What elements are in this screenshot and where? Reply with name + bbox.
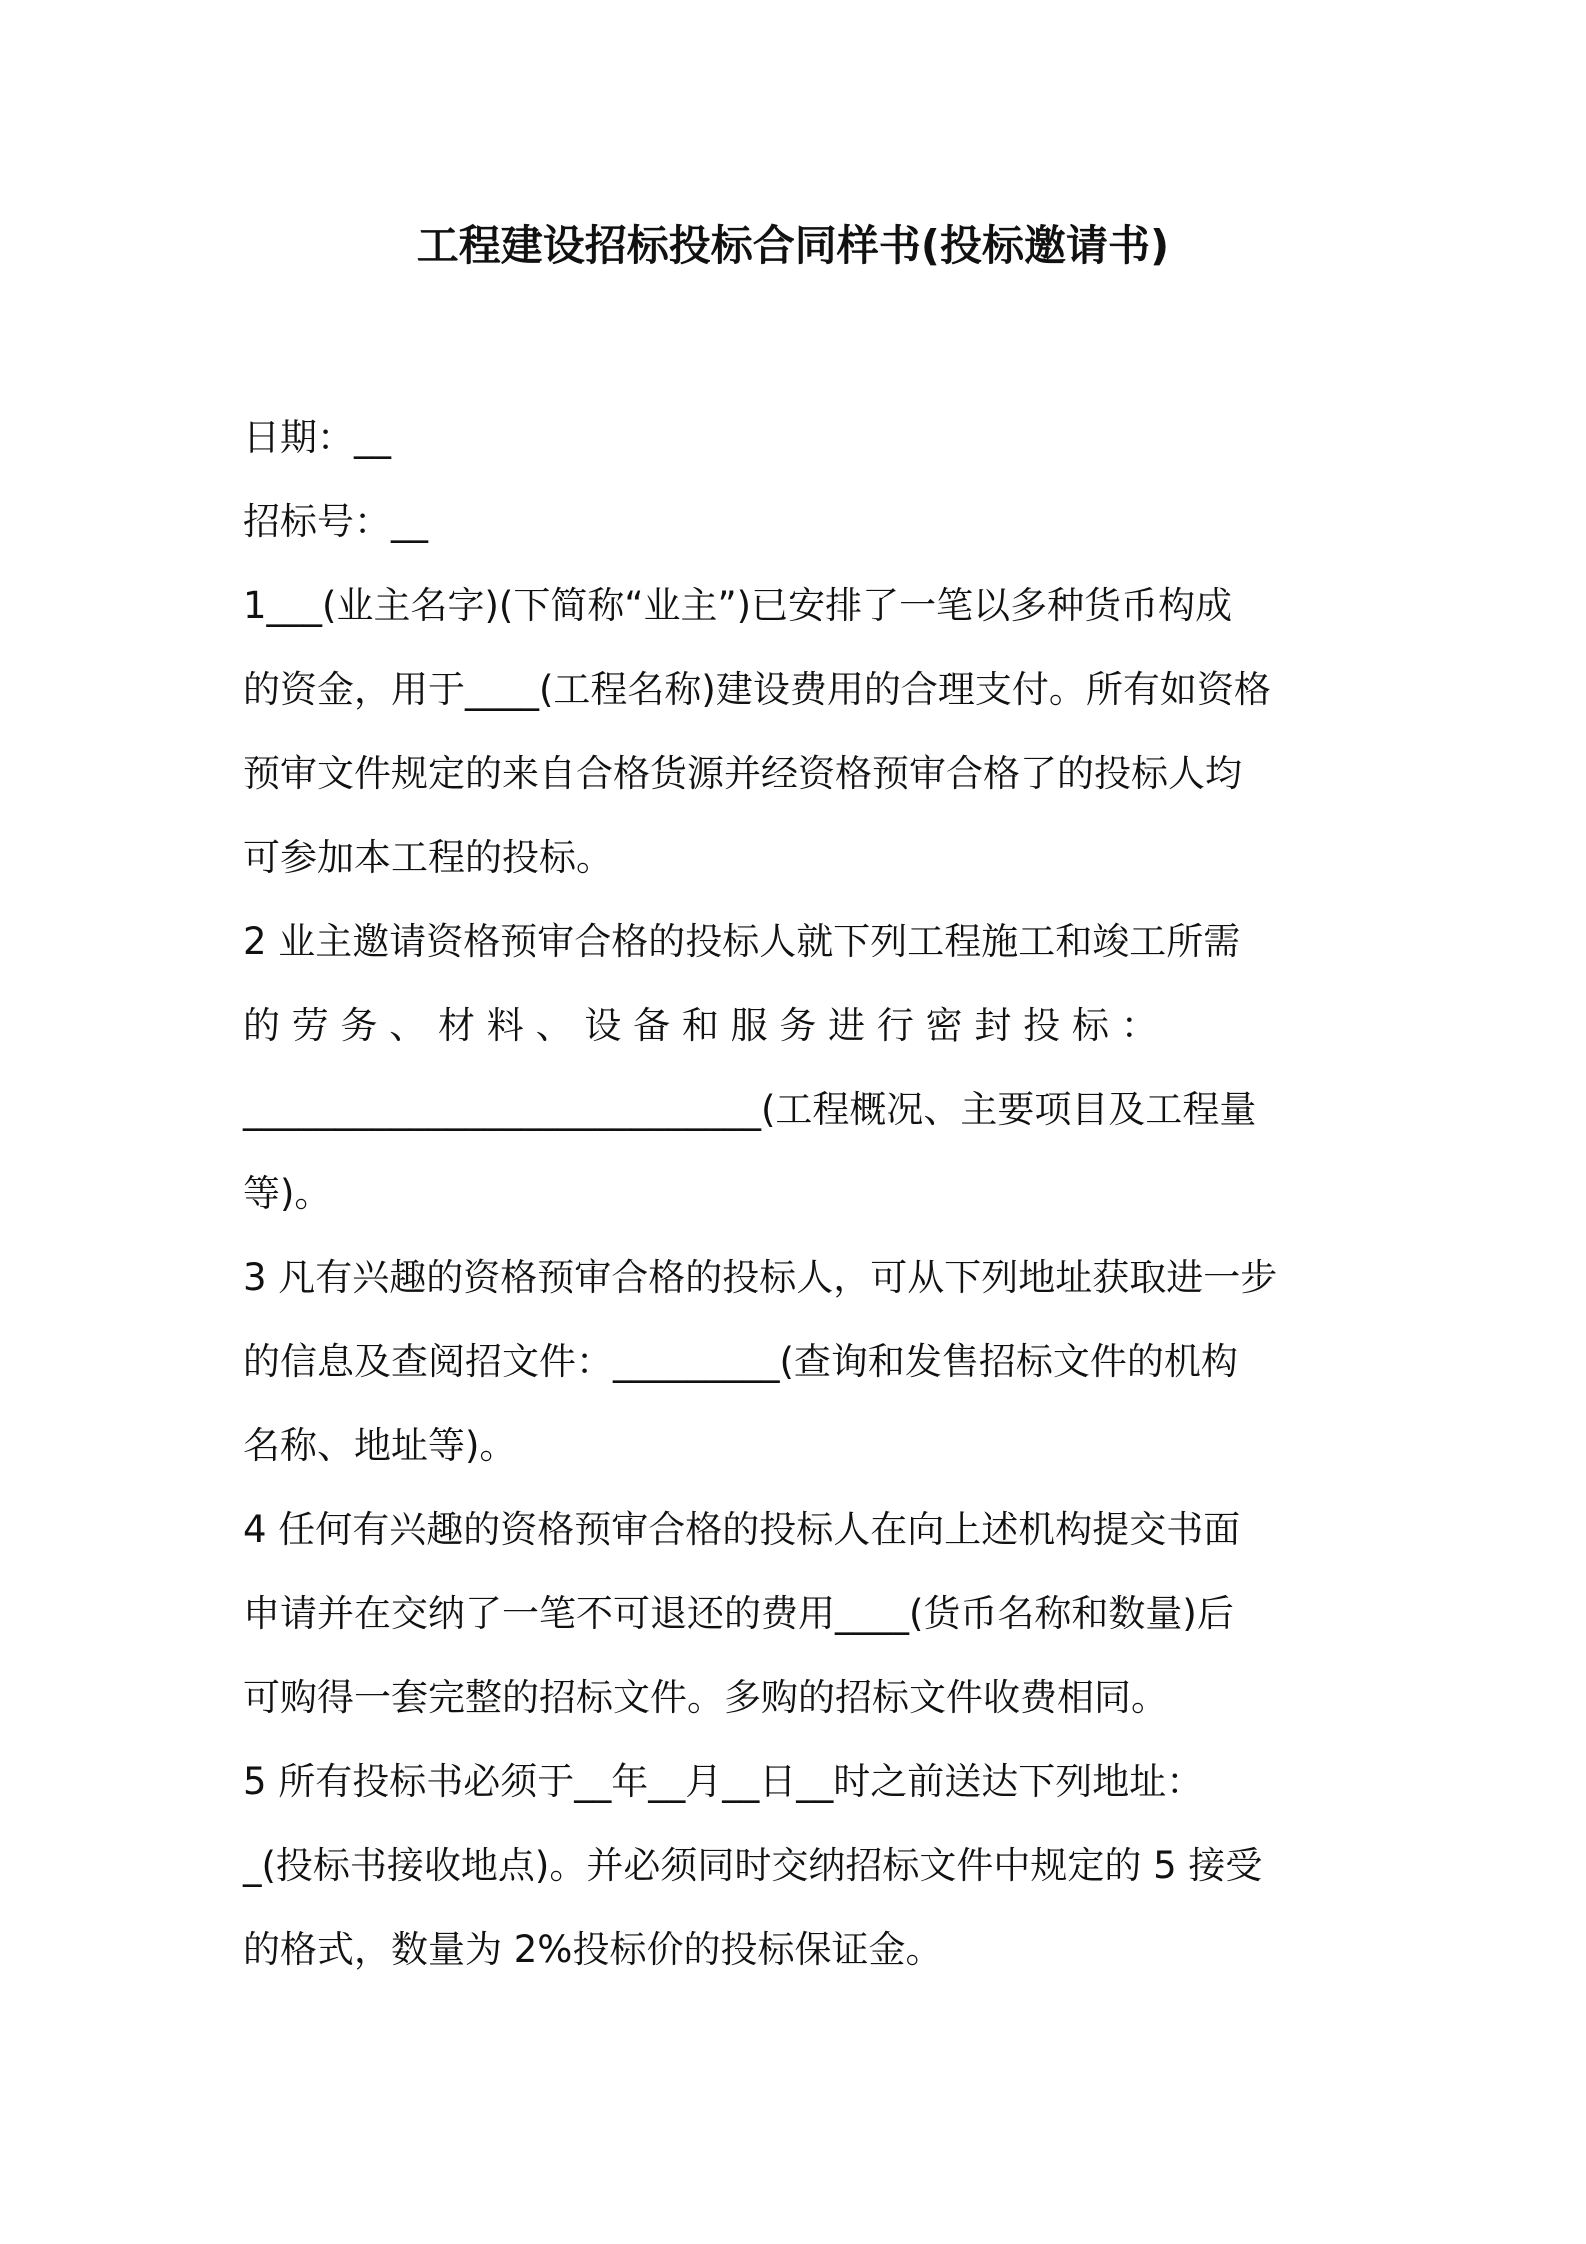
paragraph-line: 3 凡有兴趣的资格预审合格的投标人，可从下列地址获取进一步 <box>243 1256 1278 1299</box>
paragraph-5 <box>243 1740 1353 1992</box>
paragraph-4 <box>243 1488 1353 1740</box>
paragraph-line: 名称、地址等)。 <box>243 1424 517 1467</box>
document-title: 工程建设招标投标合同样书(投标邀请书) <box>416 221 1170 270</box>
paragraph-2 <box>243 900 1353 1236</box>
paragraph-line: 预审文件规定的来自合格货源并经资格预审合格了的投标人均 <box>243 752 1242 795</box>
paragraph-line: ____________________________(工程概况、主要项目及工程量 <box>243 1088 1257 1131</box>
paragraph-line: 申请并在交纳了一笔不可退还的费用____(货币名称和数量)后 <box>243 1592 1234 1635</box>
paragraph-line: 的信息及查阅招文件：_________(查询和发售招标文件的机构 <box>243 1340 1238 1383</box>
paragraph-line: 4 任何有兴趣的资格预审合格的投标人在向上述机构提交书面 <box>243 1508 1241 1551</box>
date-line: 日期：__ <box>243 416 391 459</box>
bid-number-line: 招标号：__ <box>243 500 428 543</box>
paragraph-3 <box>243 1236 1353 1488</box>
paragraph-line: 2 业主邀请资格预审合格的投标人就下列工程施工和竣工所需 <box>243 920 1241 963</box>
paragraph-line: 可购得一套完整的招标文件。多购的招标文件收费相同。 <box>243 1676 1168 1719</box>
paragraph-line: 1___(业主名字)(下简称“业主”)已安排了一笔以多种货币构成 <box>243 584 1233 627</box>
paragraph-1 <box>243 564 1353 900</box>
paragraph-line: _(投标书接收地点)。并必须同时交纳招标文件中规定的 5 接受 <box>243 1844 1263 1887</box>
paragraph-line: 的格式，数量为 2%投标价的投标保证金。 <box>243 1928 943 1971</box>
paragraph-line: 5 所有投标书必须于__年__月__日__时之前送达下列地址： <box>243 1760 1204 1803</box>
paragraph-line: 等)。 <box>243 1172 332 1215</box>
paragraph-line: 的 劳 务 、 材 料 、 设 备 和 服 务 进 行 密 封 投 标 ： <box>243 1004 1158 1047</box>
paragraph-line: 可参加本工程的投标。 <box>243 836 613 879</box>
paragraph-line: 的资金，用于____(工程名称)建设费用的合理支付。所有如资格 <box>243 668 1271 711</box>
